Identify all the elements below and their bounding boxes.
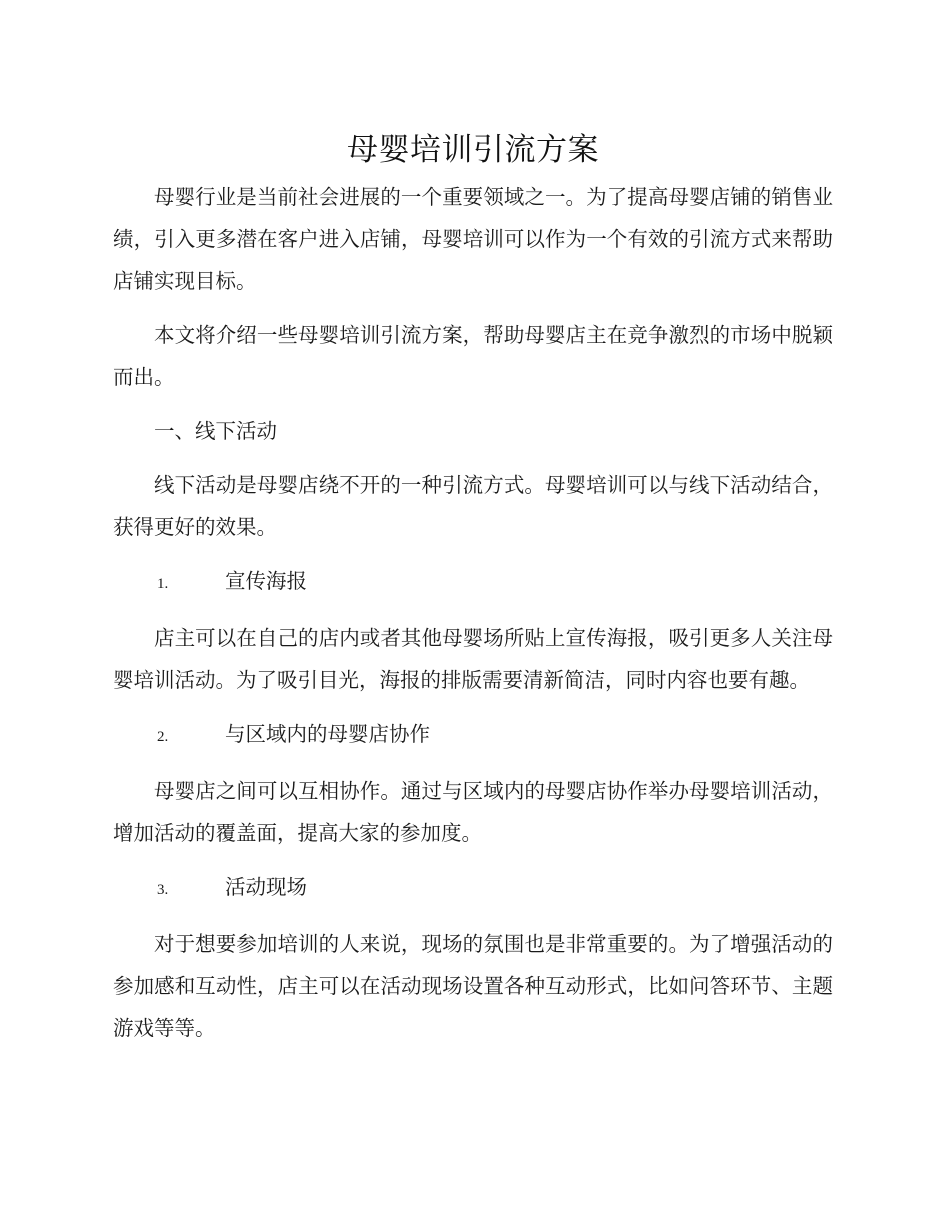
list-item-paragraph: 对于想要参加培训的人来说，现场的氛围也是非常重要的。为了增强活动的参加感和互动性，店主可以在活动现场设置各种互动形式，比如问答环节、主题游戏等等。: [113, 932, 833, 1040]
document-title: 母婴培训引流方案: [347, 132, 599, 168]
intro-paragraph-2: 本文将介绍一些母婴培训引流方案，帮助母婴店主在竞争激烈的市场中脱颖而出。: [113, 323, 833, 389]
list-item-number: 3.: [157, 882, 169, 898]
section-paragraph: 线下活动是母婴店绕不开的一种引流方式。母婴培训可以与线下活动结合，获得更好的效果。: [113, 473, 833, 539]
list-item-heading: [113, 713, 833, 758]
list-item-label: 活动现场: [225, 875, 307, 899]
list-item-label: 与区域内的母婴店协作: [225, 722, 430, 746]
intro-paragraph-1: 母婴行业是当前社会进展的一个重要领域之一。为了提高母婴店铺的销售业绩，引入更多潜在客户进入店铺，母婴培训可以作为一个有效的引流方式来帮助店铺实现目标。: [113, 185, 833, 293]
list-item-paragraph: 母婴店之间可以互相协作。通过与区域内的母婴店协作举办母婴培训活动，增加活动的覆盖面，提高大家的参加度。: [113, 779, 833, 845]
list-item-number: 1.: [157, 576, 169, 592]
list-item-label: 宣传海报: [225, 569, 307, 593]
list-item-paragraph: 店主可以在自己的店内或者其他母婴场所贴上宣传海报，吸引更多人关注母婴培训活动。为了吸引目光，海报的排版需要清新简洁，同时内容也要有趣。: [113, 626, 833, 692]
list-item-heading: [113, 866, 833, 911]
list-item-number: 2.: [157, 729, 169, 745]
document-body: [113, 128, 833, 1061]
section-heading-offline-activities: 一、线下活动: [154, 419, 277, 443]
list-item-heading: [113, 560, 833, 605]
